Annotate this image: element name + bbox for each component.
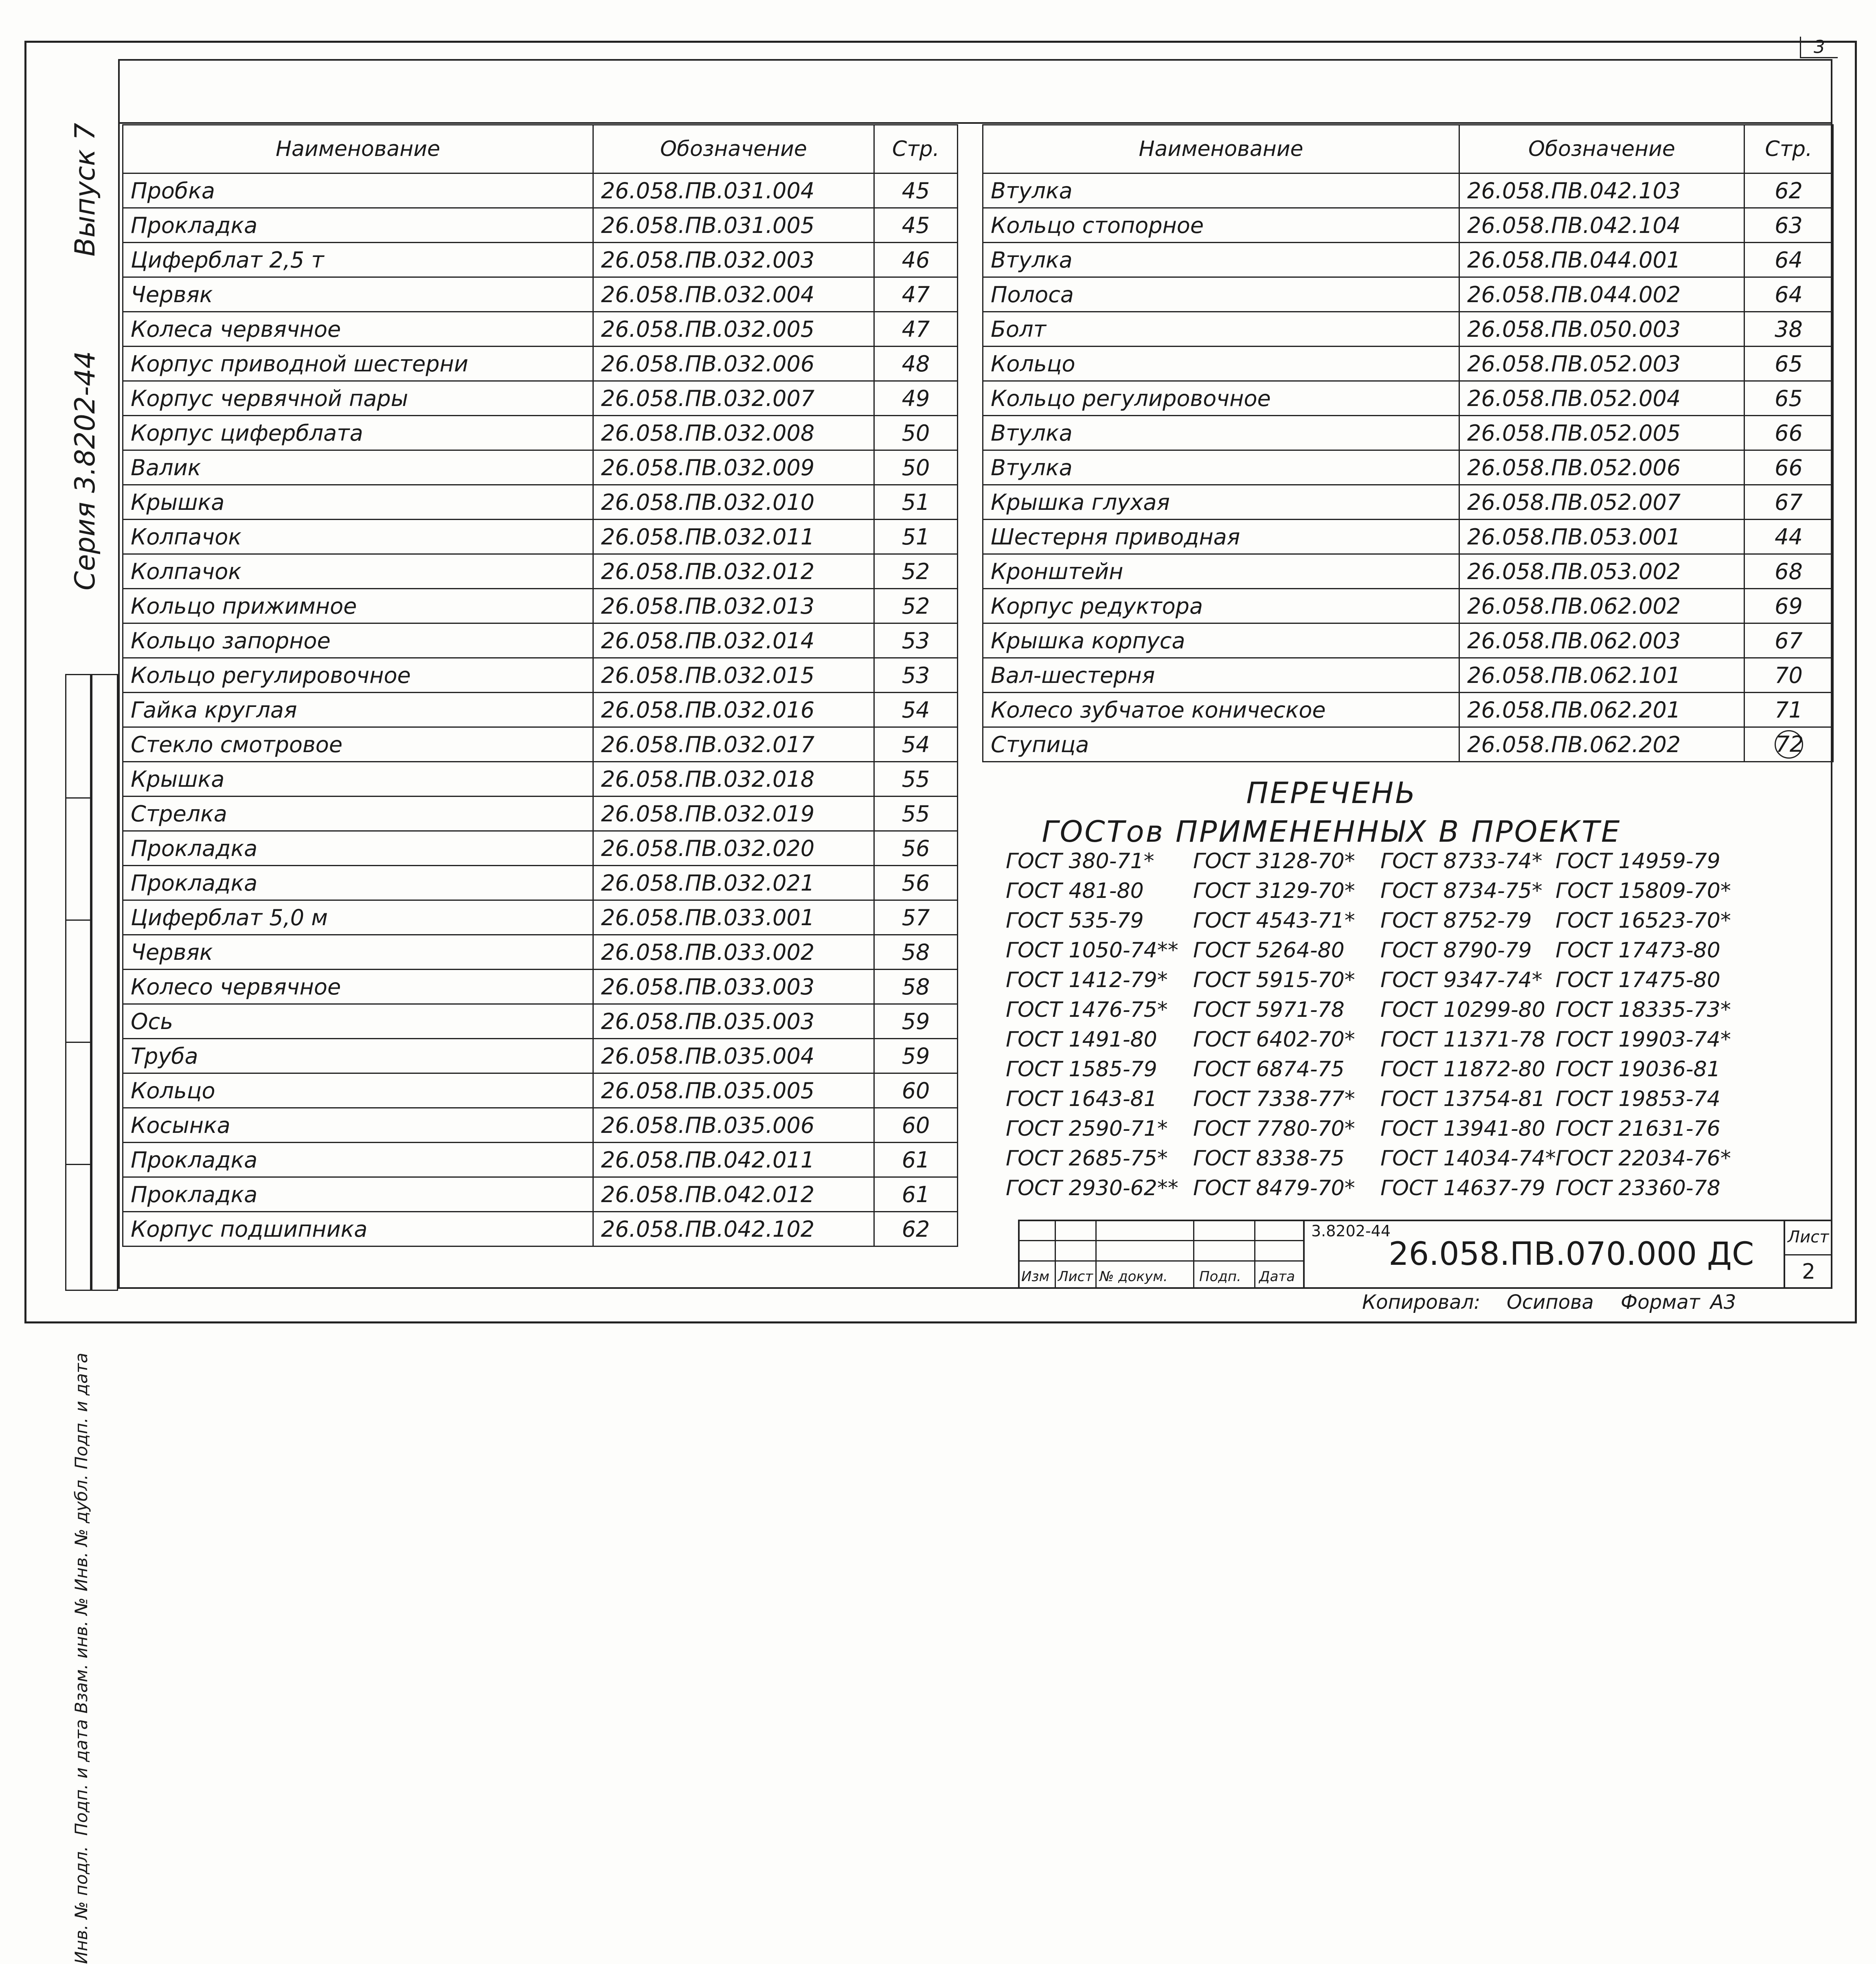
- table-row: [983, 312, 1833, 347]
- tb-col-label: Лист: [1058, 1268, 1093, 1285]
- item-page: 38: [1744, 312, 1833, 347]
- item-name: Колесо зубчатое коническое: [983, 693, 1459, 727]
- table-row: [123, 416, 958, 450]
- item-code: 26.058.ПВ.042.012: [593, 1177, 874, 1212]
- item-name: Крышка глухая: [983, 485, 1459, 520]
- table-row: [983, 693, 1833, 727]
- sheet-label: Лист: [1788, 1228, 1829, 1246]
- item-name: Пробка: [123, 173, 593, 208]
- gost-item: ГОСТ 3128-70*: [1193, 849, 1355, 873]
- tb-vline: [1254, 1220, 1255, 1289]
- item-page: 52: [874, 554, 958, 589]
- item-name: Прокладка: [123, 866, 593, 900]
- item-page: 55: [874, 762, 958, 797]
- item-page: 65: [1744, 347, 1833, 381]
- item-name: Колпачок: [123, 554, 593, 589]
- gost-item: ГОСТ 1050-74**: [1006, 938, 1178, 963]
- item-name: Прокладка: [123, 208, 593, 243]
- table-row: [123, 900, 958, 935]
- gost-item: ГОСТ 18335-73*: [1556, 998, 1731, 1022]
- item-name: Колпачок: [123, 520, 593, 554]
- item-code: 26.058.ПВ.035.005: [593, 1073, 874, 1108]
- table-row: [123, 658, 958, 693]
- gost-item: ГОСТ 7780-70*: [1193, 1117, 1355, 1141]
- item-name: Косынка: [123, 1108, 593, 1143]
- item-name: Вал-шестерня: [983, 658, 1459, 693]
- margin-label: Инв. № подл.: [71, 1846, 91, 1964]
- item-page: 55: [874, 797, 958, 831]
- gost-item: ГОСТ 17473-80: [1556, 938, 1720, 963]
- table-row: [123, 173, 958, 208]
- item-code: 26.058.ПВ.042.011: [593, 1143, 874, 1177]
- item-name: Прокладка: [123, 1177, 593, 1212]
- copied-label: Копировал:: [1362, 1291, 1481, 1314]
- item-code: 26.058.ПВ.062.003: [1459, 623, 1744, 658]
- table-row: [983, 347, 1833, 381]
- gost-item: ГОСТ 11371-78: [1380, 1027, 1545, 1052]
- gost-item: ГОСТ 13941-80: [1380, 1117, 1545, 1141]
- table-row: [123, 1004, 958, 1039]
- item-code: 26.058.ПВ.032.011: [593, 520, 874, 554]
- item-name: Кронштейн: [983, 554, 1459, 589]
- gost-item: ГОСТ 3129-70*: [1193, 879, 1355, 903]
- item-code: 26.058.ПВ.032.015: [593, 658, 874, 693]
- item-page: 61: [874, 1177, 958, 1212]
- item-page: 68: [1744, 554, 1833, 589]
- table-row: [123, 935, 958, 970]
- tb-vline: [1095, 1220, 1097, 1289]
- table-row: [983, 208, 1833, 243]
- item-code: 26.058.ПВ.031.004: [593, 173, 874, 208]
- item-code: 26.058.ПВ.033.001: [593, 900, 874, 935]
- item-name: Корпус приводной шестерни: [123, 347, 593, 381]
- item-code: 26.058.ПВ.052.006: [1459, 450, 1744, 485]
- item-code: 26.058.ПВ.032.021: [593, 866, 874, 900]
- item-name: Кольцо прижимное: [123, 589, 593, 623]
- circled-page-number: 72: [1775, 730, 1803, 759]
- header-band-line: [118, 122, 1832, 124]
- item-code: 26.058.ПВ.035.003: [593, 1004, 874, 1039]
- item-code: 26.058.ПВ.033.003: [593, 970, 874, 1004]
- item-name: Червяк: [123, 277, 593, 312]
- item-page: 69: [1744, 589, 1833, 623]
- tb-border-left: [1018, 1220, 1020, 1289]
- margin-label: Подп. и дата: [71, 1352, 91, 1469]
- item-code: 26.058.ПВ.042.103: [1459, 173, 1744, 208]
- gost-item: ГОСТ 5264-80: [1193, 938, 1345, 963]
- gost-item: ГОСТ 5915-70*: [1193, 968, 1355, 992]
- item-name: Циферблат 5,0 м: [123, 900, 593, 935]
- item-code: 26.058.ПВ.044.002: [1459, 277, 1744, 312]
- item-name: Корпус циферблата: [123, 416, 593, 450]
- item-name: Кольцо стопорное: [983, 208, 1459, 243]
- item-page: 64: [1744, 243, 1833, 277]
- item-page: 44: [1744, 520, 1833, 554]
- tb-vline: [1193, 1220, 1194, 1289]
- table-row: [123, 243, 958, 277]
- margin-cell: [66, 675, 90, 797]
- item-code: 26.058.ПВ.050.003: [1459, 312, 1744, 347]
- tb-border-top: [1018, 1220, 1832, 1221]
- item-page: 56: [874, 866, 958, 900]
- item-name: Валик: [123, 450, 593, 485]
- gost-item: ГОСТ 16523-70*: [1556, 908, 1731, 933]
- margin-stamp-narrow: [91, 674, 118, 1291]
- item-page: 67: [1744, 485, 1833, 520]
- item-name: Полоса: [983, 277, 1459, 312]
- table-row: [123, 208, 958, 243]
- item-name: Прокладка: [123, 831, 593, 866]
- item-name: Ступица: [983, 727, 1459, 762]
- gost-item: ГОСТ 8479-70*: [1193, 1176, 1355, 1200]
- table-row: [123, 1108, 958, 1143]
- item-name: Кольцо запорное: [123, 623, 593, 658]
- item-name: Втулка: [983, 416, 1459, 450]
- item-name: Крышка корпуса: [983, 623, 1459, 658]
- item-code: 26.058.ПВ.052.003: [1459, 347, 1744, 381]
- gost-item: ГОСТ 19903-74*: [1556, 1027, 1731, 1052]
- series-code: 3.8202-44: [1311, 1222, 1391, 1240]
- item-code: 26.058.ПВ.035.006: [593, 1108, 874, 1143]
- item-code: 26.058.ПВ.052.005: [1459, 416, 1744, 450]
- header-page: Стр.: [874, 125, 958, 173]
- table-row: [123, 1143, 958, 1177]
- table-row: [983, 416, 1833, 450]
- tb-col-label: № докум.: [1099, 1268, 1168, 1285]
- table-header-row: [983, 125, 1833, 173]
- item-page: 51: [874, 520, 958, 554]
- item-name: Крышка: [123, 762, 593, 797]
- item-code: 26.058.ПВ.032.012: [593, 554, 874, 589]
- table-row: [983, 485, 1833, 520]
- item-code: 26.058.ПВ.032.013: [593, 589, 874, 623]
- item-name: Кольцо регулировочное: [123, 658, 593, 693]
- gost-item: ГОСТ 8338-75: [1193, 1146, 1345, 1171]
- gost-item: ГОСТ 2930-62**: [1006, 1176, 1178, 1200]
- item-page: 45: [874, 208, 958, 243]
- table-row: [983, 520, 1833, 554]
- item-name: Крышка: [123, 485, 593, 520]
- gost-item: ГОСТ 2590-71*: [1006, 1117, 1168, 1141]
- item-page: 59: [874, 1004, 958, 1039]
- table-row: [983, 277, 1833, 312]
- table-row: [123, 450, 958, 485]
- item-code: 26.058.ПВ.032.019: [593, 797, 874, 831]
- gost-item: ГОСТ 7338-77*: [1193, 1087, 1355, 1111]
- item-page: 61: [874, 1143, 958, 1177]
- table-row: [123, 520, 958, 554]
- item-page: 48: [874, 347, 958, 381]
- table-row: [123, 623, 958, 658]
- item-page: 67: [1744, 623, 1833, 658]
- item-page: 62: [1744, 173, 1833, 208]
- item-code: 26.058.ПВ.035.004: [593, 1039, 874, 1073]
- item-name: Корпус червячной пары: [123, 381, 593, 416]
- item-name: Втулка: [983, 450, 1459, 485]
- item-page: 47: [874, 312, 958, 347]
- gost-item: ГОСТ 8733-74*: [1380, 849, 1542, 873]
- tb-hline: [1018, 1240, 1303, 1241]
- table-row: [983, 243, 1833, 277]
- margin-cell: [66, 1042, 90, 1164]
- sheet-number: 2: [1802, 1260, 1816, 1284]
- gost-item: ГОСТ 2685-75*: [1006, 1146, 1168, 1171]
- item-page: 65: [1744, 381, 1833, 416]
- item-code: 26.058.ПВ.042.102: [593, 1212, 874, 1246]
- left-spec-table: [122, 124, 958, 1247]
- item-page: 63: [1744, 208, 1833, 243]
- item-page: 59: [874, 1039, 958, 1073]
- table-row: [983, 727, 1833, 762]
- item-page: 64: [1744, 277, 1833, 312]
- item-code: 26.058.ПВ.062.101: [1459, 658, 1744, 693]
- gost-item: ГОСТ 1585-79: [1006, 1057, 1157, 1082]
- gost-item: ГОСТ 1476-75*: [1006, 998, 1168, 1022]
- header-designation: Обозначение: [593, 125, 874, 173]
- margin-label: Инв. № дубл.: [71, 1474, 91, 1591]
- item-page: 58: [874, 970, 958, 1004]
- item-name: Болт: [983, 312, 1459, 347]
- item-page: 54: [874, 693, 958, 727]
- item-name: Кольцо: [123, 1073, 593, 1108]
- item-name: Колеса червячное: [123, 312, 593, 347]
- item-code: 26.058.ПВ.053.002: [1459, 554, 1744, 589]
- tb-hline: [1018, 1260, 1303, 1262]
- item-page: 49: [874, 381, 958, 416]
- document-designation: 26.058.ПВ.070.000 ДС: [1389, 1236, 1754, 1273]
- item-name: Ось: [123, 1004, 593, 1039]
- table-row: [123, 312, 958, 347]
- item-name: Втулка: [983, 243, 1459, 277]
- table-row: [123, 831, 958, 866]
- item-name: Втулка: [983, 173, 1459, 208]
- title-block: [1018, 1220, 1832, 1289]
- item-code: 26.058.ПВ.032.005: [593, 312, 874, 347]
- item-page: 52: [874, 589, 958, 623]
- item-code: 26.058.ПВ.031.005: [593, 208, 874, 243]
- table-row: [123, 1039, 958, 1073]
- gost-item: ГОСТ 8790-79: [1380, 938, 1532, 963]
- margin-label: Подп. и дата: [71, 1719, 91, 1836]
- header-name: Наименование: [983, 125, 1459, 173]
- item-page: [1744, 727, 1833, 762]
- margin-cell: [66, 797, 90, 919]
- gost-item: ГОСТ 5971-78: [1193, 998, 1345, 1022]
- series-label: Серия 3.8202-44: [69, 351, 101, 590]
- margin-cell: [66, 1164, 90, 1292]
- gost-list-subtitle: ГОСТов ПРИМЕНЕННЫХ В ПРОЕКТЕ: [1042, 814, 1621, 849]
- header-name: Наименование: [123, 125, 593, 173]
- gost-item: ГОСТ 8734-75*: [1380, 879, 1542, 903]
- gost-item: ГОСТ 8752-79: [1380, 908, 1532, 933]
- gost-item: ГОСТ 535-79: [1006, 908, 1144, 933]
- table-row: [123, 693, 958, 727]
- table-row: [123, 866, 958, 900]
- item-name: Прокладка: [123, 1143, 593, 1177]
- table-row: [983, 623, 1833, 658]
- item-page: 56: [874, 831, 958, 866]
- gost-item: ГОСТ 22034-76*: [1556, 1146, 1731, 1171]
- item-code: 26.058.ПВ.052.004: [1459, 381, 1744, 416]
- item-name: Циферблат 2,5 т: [123, 243, 593, 277]
- item-page: 60: [874, 1108, 958, 1143]
- margin-cell: [66, 919, 90, 1042]
- tb-col-label: Изм: [1021, 1268, 1050, 1285]
- table-header-row: [123, 125, 958, 173]
- item-code: 26.058.ПВ.032.018: [593, 762, 874, 797]
- gost-item: ГОСТ 14034-74*: [1380, 1146, 1556, 1171]
- gost-item: ГОСТ 1491-80: [1006, 1027, 1157, 1052]
- header-designation: Обозначение: [1459, 125, 1744, 173]
- item-name: Кольцо: [983, 347, 1459, 381]
- issue-label: Выпуск 7: [69, 123, 101, 257]
- item-page: 46: [874, 243, 958, 277]
- item-name: Корпус редуктора: [983, 589, 1459, 623]
- gost-list-title: ПЕРЕЧЕНЬ: [1246, 776, 1417, 810]
- item-code: 26.058.ПВ.044.001: [1459, 243, 1744, 277]
- table-row: [123, 381, 958, 416]
- gost-item: ГОСТ 10299-80: [1380, 998, 1545, 1022]
- gost-item: ГОСТ 19036-81: [1556, 1057, 1720, 1082]
- item-page: 51: [874, 485, 958, 520]
- format-value: А3: [1710, 1291, 1736, 1314]
- gost-item: ГОСТ 21631-76: [1556, 1117, 1720, 1141]
- item-code: 26.058.ПВ.032.004: [593, 277, 874, 312]
- item-code: 26.058.ПВ.032.007: [593, 381, 874, 416]
- item-code: 26.058.ПВ.062.202: [1459, 727, 1744, 762]
- gost-item: ГОСТ 4543-71*: [1193, 908, 1355, 933]
- gost-item: ГОСТ 14959-79: [1556, 849, 1720, 873]
- item-name: Труба: [123, 1039, 593, 1073]
- tb-hline: [1784, 1254, 1832, 1255]
- table-row: [123, 1177, 958, 1212]
- table-row: [983, 381, 1833, 416]
- item-code: 26.058.ПВ.032.017: [593, 727, 874, 762]
- item-name: Шестерня приводная: [983, 520, 1459, 554]
- table-row: [123, 485, 958, 520]
- table-row: [123, 727, 958, 762]
- item-code: 26.058.ПВ.032.014: [593, 623, 874, 658]
- gost-item: ГОСТ 23360-78: [1556, 1176, 1720, 1200]
- table-row: [123, 1073, 958, 1108]
- item-page: 60: [874, 1073, 958, 1108]
- gost-item: ГОСТ 14637-79: [1380, 1176, 1545, 1200]
- table-row: [983, 554, 1833, 589]
- item-page: 66: [1744, 416, 1833, 450]
- table-row: [123, 762, 958, 797]
- item-code: 26.058.ПВ.032.008: [593, 416, 874, 450]
- table-row: [123, 347, 958, 381]
- item-page: 66: [1744, 450, 1833, 485]
- item-page: 47: [874, 277, 958, 312]
- sheet-corner-number: 3: [1800, 37, 1838, 58]
- gost-list: [1006, 849, 1792, 1206]
- table-row: [123, 797, 958, 831]
- gost-item: ГОСТ 15809-70*: [1556, 879, 1731, 903]
- item-name: Кольцо регулировочное: [983, 381, 1459, 416]
- item-name: Стрелка: [123, 797, 593, 831]
- gost-item: ГОСТ 11872-80: [1380, 1057, 1545, 1082]
- item-page: 53: [874, 658, 958, 693]
- table-row: [123, 970, 958, 1004]
- item-name: Корпус подшипника: [123, 1212, 593, 1246]
- table-row: [123, 277, 958, 312]
- item-page: 57: [874, 900, 958, 935]
- gost-item: ГОСТ 481-80: [1006, 879, 1144, 903]
- gost-item: ГОСТ 9347-74*: [1380, 968, 1542, 992]
- item-page: 50: [874, 416, 958, 450]
- item-page: 62: [874, 1212, 958, 1246]
- item-name: Стекло смотровое: [123, 727, 593, 762]
- table-row: [983, 589, 1833, 623]
- header-page: Стр.: [1744, 125, 1833, 173]
- item-code: 26.058.ПВ.062.201: [1459, 693, 1744, 727]
- margin-label: Взам. инв. №: [71, 1597, 91, 1714]
- gost-item: ГОСТ 13754-81: [1380, 1087, 1545, 1111]
- item-code: 26.058.ПВ.032.003: [593, 243, 874, 277]
- gost-item: ГОСТ 1643-81: [1006, 1087, 1157, 1111]
- copied-by: Осипова: [1507, 1291, 1594, 1314]
- table-row: [983, 173, 1833, 208]
- tb-vline: [1055, 1220, 1056, 1289]
- table-row: [123, 589, 958, 623]
- table-row: [123, 1212, 958, 1246]
- gost-item: ГОСТ 1412-79*: [1006, 968, 1168, 992]
- item-code: 26.058.ПВ.053.001: [1459, 520, 1744, 554]
- item-page: 58: [874, 935, 958, 970]
- item-code: 26.058.ПВ.032.009: [593, 450, 874, 485]
- gost-item: ГОСТ 6402-70*: [1193, 1027, 1355, 1052]
- item-code: 26.058.ПВ.032.016: [593, 693, 874, 727]
- tb-col-label: Дата: [1259, 1268, 1295, 1285]
- table-row: [123, 554, 958, 589]
- item-code: 26.058.ПВ.032.006: [593, 347, 874, 381]
- table-row: [983, 450, 1833, 485]
- item-name: Червяк: [123, 935, 593, 970]
- item-name: Колесо червячное: [123, 970, 593, 1004]
- gost-item: ГОСТ 19853-74: [1556, 1087, 1720, 1111]
- item-code: 26.058.ПВ.042.104: [1459, 208, 1744, 243]
- margin-stamp: [65, 674, 91, 1964]
- item-page: 50: [874, 450, 958, 485]
- item-code: 26.058.ПВ.052.007: [1459, 485, 1744, 520]
- table-row: [983, 658, 1833, 693]
- right-spec-table: [982, 124, 1834, 762]
- gost-item: ГОСТ 17475-80: [1556, 968, 1720, 992]
- item-page: 53: [874, 623, 958, 658]
- item-code: 26.058.ПВ.062.002: [1459, 589, 1744, 623]
- tb-col-label: Подп.: [1199, 1268, 1241, 1285]
- item-code: 26.058.ПВ.032.020: [593, 831, 874, 866]
- item-page: 71: [1744, 693, 1833, 727]
- gost-item: ГОСТ 6874-75: [1193, 1057, 1345, 1082]
- item-name: Гайка круглая: [123, 693, 593, 727]
- format-label: Формат: [1621, 1291, 1700, 1314]
- item-code: 26.058.ПВ.032.010: [593, 485, 874, 520]
- item-page: 70: [1744, 658, 1833, 693]
- tb-vline: [1303, 1220, 1305, 1289]
- gost-item: ГОСТ 380-71*: [1006, 849, 1154, 873]
- item-page: 45: [874, 173, 958, 208]
- item-page: 54: [874, 727, 958, 762]
- item-code: 26.058.ПВ.033.002: [593, 935, 874, 970]
